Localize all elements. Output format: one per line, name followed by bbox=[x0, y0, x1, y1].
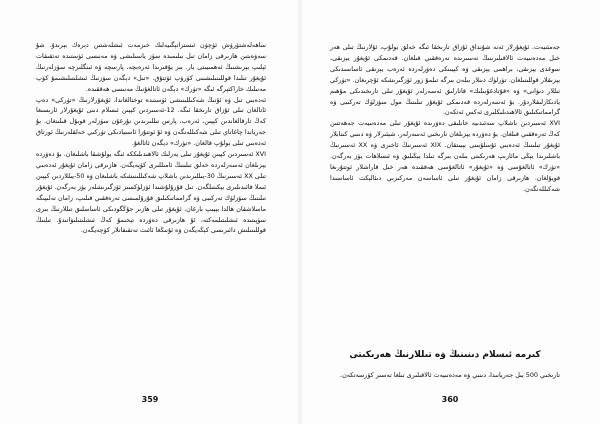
left-page-body bbox=[36, 40, 266, 236]
left-page-number: 359 bbox=[141, 395, 159, 404]
left-paragraph-1: ساھەلەشتۈرۈش ئۈچۈن ئىستراتېگىيەلىك خىزمەت ئىشلەشتىن دېرەك بېرىدۇ. شۇ سەۋەبتىن ھازىرقى زامان تىل بىلىمىدە سۆز ياسىلىشى ۋە مەنىسى ئۈستىدە تەتقىقات ئېلىپ بېرىشنىڭ ئەھمىيىتى بار. بىز يۇقىرىدا ئەرەبچە، پارسچە ۋە ئىنگلىزچە سۆزلەرنىڭ ئۇيغۇر تىلىدا قوللىنىلىشىنى كۆرۈپ ئۆتتۇق. «تىل» دېگەن سۆزنىڭ ئىشلىتىلىشىمۇ كۆپ مەنىلىك خاراكتېرگە ئىگە «تۈرك» دېگەن ئاتالغۇنىڭ مەنىسى ھەققىدە. bbox=[36, 41, 266, 93]
section-heading: كىرمە ئىسلام دىنىنىڭ ۋە تىللارنىڭ ھەرىكىتى bbox=[349, 350, 541, 360]
right-page bbox=[300, 0, 600, 424]
section-first-line: تارىخىي 500 يىل جەريانىدا، دىنىي ۋە مەدەنىيەت ئالاقىلىرى تىلغا تەسىر كۆرسەتكەن. bbox=[340, 371, 560, 379]
right-paragraph-1: جەمئىيەت. ئۇيغۇرلار ئەنە شۇنداق ئۇزاق تارىخقا ئىگە خەلق بولۇپ، ئۇلارنىڭ تىلى ھەر خىل مەدەنىيەت ئالاقىلىرىنىڭ تەسىرىدە تەرەققىي قىلغان. قەدىمكى ئۇيغۇر يېزىقى، سوغدى يېزىقى، براھمى يېزىقى ۋە كېيىنكى دەۋرلەردە ئەرەب يېزىقى ئاساسىدىكى يېزىقلار قوللىنىلغان. تۈرلۈك دىنلار بىلەن بىرگە تىلمۇ زور ئۆزگىرىشكە ئۇچرىغان. «تۈركى تىللار دىۋانى» ۋە «قۇتادغۇبىلىك» قاتارلىق ئەسەرلەر ئۇيغۇر تىلى تارىخىدىكى مۇھىم يادىكارلىقلاردۇر. بۇ ئەسەرلەردە قەدىمكى ئۇيغۇر تىلىنىڭ مول سۆزلۈك تەركىبى ۋە گرامماتىكىلىق ئالاھىدىلىكلىرى ئەكس ئەتكەن. bbox=[330, 43, 560, 117]
left-paragraph-2: ئەدەبىي تىل ۋە ئۇنىڭ شەكىللىنىشى ئۈستىدە توختالغاندا، ئۇيغۇرلارنىڭ «تۈركى» دەپ ئاتالغان تىلى ئۇزاق تارىخقا ئىگە. 12-ئەسىردىن كېيىن ئىسلام دىنى ئۇيغۇرلار ئارىسىغا كەڭ تارقالغاندىن كېيىن، ئەرەب، پارس تىللىرىدىن نۇرغۇن سۆزلەر قوبۇل قىلىنغان. بۇ جەرياندا چاغاتاي تىلى شەكىللەنگەن ۋە ئۇ ئوتتۇرا ئاسىيادىكى تۈركىي خەلقلەرنىڭ ئورتاق ئەدەبىي تىلى بولۇپ قالغان. «تۈرك» دېگەن ئاتالغۇ. bbox=[36, 95, 266, 148]
right-page-body bbox=[330, 42, 560, 195]
right-page-number: 360 bbox=[441, 395, 459, 404]
right-paragraph-2: XVI ئەسىردىن باشلاپ سەئىدىيە خانلىقى دەۋرىدە ئۇيغۇر تىلى مەدەنىيەت جەھەتتىن كەڭ تەرەققىي قىلغان. بۇ دەۋردە يېزىلغان تارىخىي ئەسەرلەر، شېئىرلار ۋە دىنىي كىتابلار ئۇيغۇر تىلىنىڭ ئەدەبىي ئۇسلۇبىنى بېيىتقان. XIX ئەسىرنىڭ ئاخىرى ۋە XX ئەسىرنىڭ باشلىرىدا يېڭى مائارىپ ھەرىكىتى بىلەن بىرگە تىلدا يېڭىلىق ۋە ئىسلاھات يۈز بەرگەن. «تۈرك» ئاتالغۇسى ۋە «ئۇيغۇر» ئاتالغۇسى ھەققىدە ھەر خىل قاراشلار ئوتتۇرىغا قويۇلغان. ھازىرقى زامان ئۇيغۇر تىلى ئاساسەن مەركىزىي دىئالېكت ئاساسىدا شەكىللەنگەن. bbox=[330, 119, 560, 193]
left-paragraph-3: XVI ئەسىردىن كېيىن ئۇيغۇر تىلى يەرلىك ئالاھىدىلىككە ئىگە بولۇشقا باشلىغان. بۇ دەۋردە يېزىلغان ئەسەرلەردە خەلق تىلىنىڭ ئامىللىرى كۆپەيگەن. ھازىرقى زامان ئۇيغۇر ئەدەبىي تىلى XX ئەسىرنىڭ 30-يىللىرىدىن باشلاپ شەكىللىنىشكە باشلىغان ۋە 50-يىللاردىن كېيىن ئىملا قائىدىلىرى بېكىتىلگەن. تىل قۇرۇلۇشىدا ئۈزلۈكسىز ئۆزگىرىشلەر يۈز بەرگەن. ئۇيغۇر تىلىنىڭ سۆزلۈك تەركىبى ۋە گرامماتىكىلىق قۇرۇلمىسى تەرەققىي قىلىپ، زامان تەلىپىگە ماسلاشقان ھالدا بېيىپ بارغان. ئۇيغۇر تىلى ھازىر جۇڭگودىكى ئاساسلىق تىللارنىڭ بىرى سۈپىتىدە ئىشلىتىلمەكتە، ئۇ ھازىرقى دەۋردە تېخىمۇ كەڭ ئىشلىتىلىۋاتىدۇ. تىلنىڭ قوللىنىلىش دائىرىسى كېڭەيگەن ۋە ئۇنىڭغا ئائىت تەتقىقاتلار كۈچەيگەن. bbox=[36, 150, 267, 235]
